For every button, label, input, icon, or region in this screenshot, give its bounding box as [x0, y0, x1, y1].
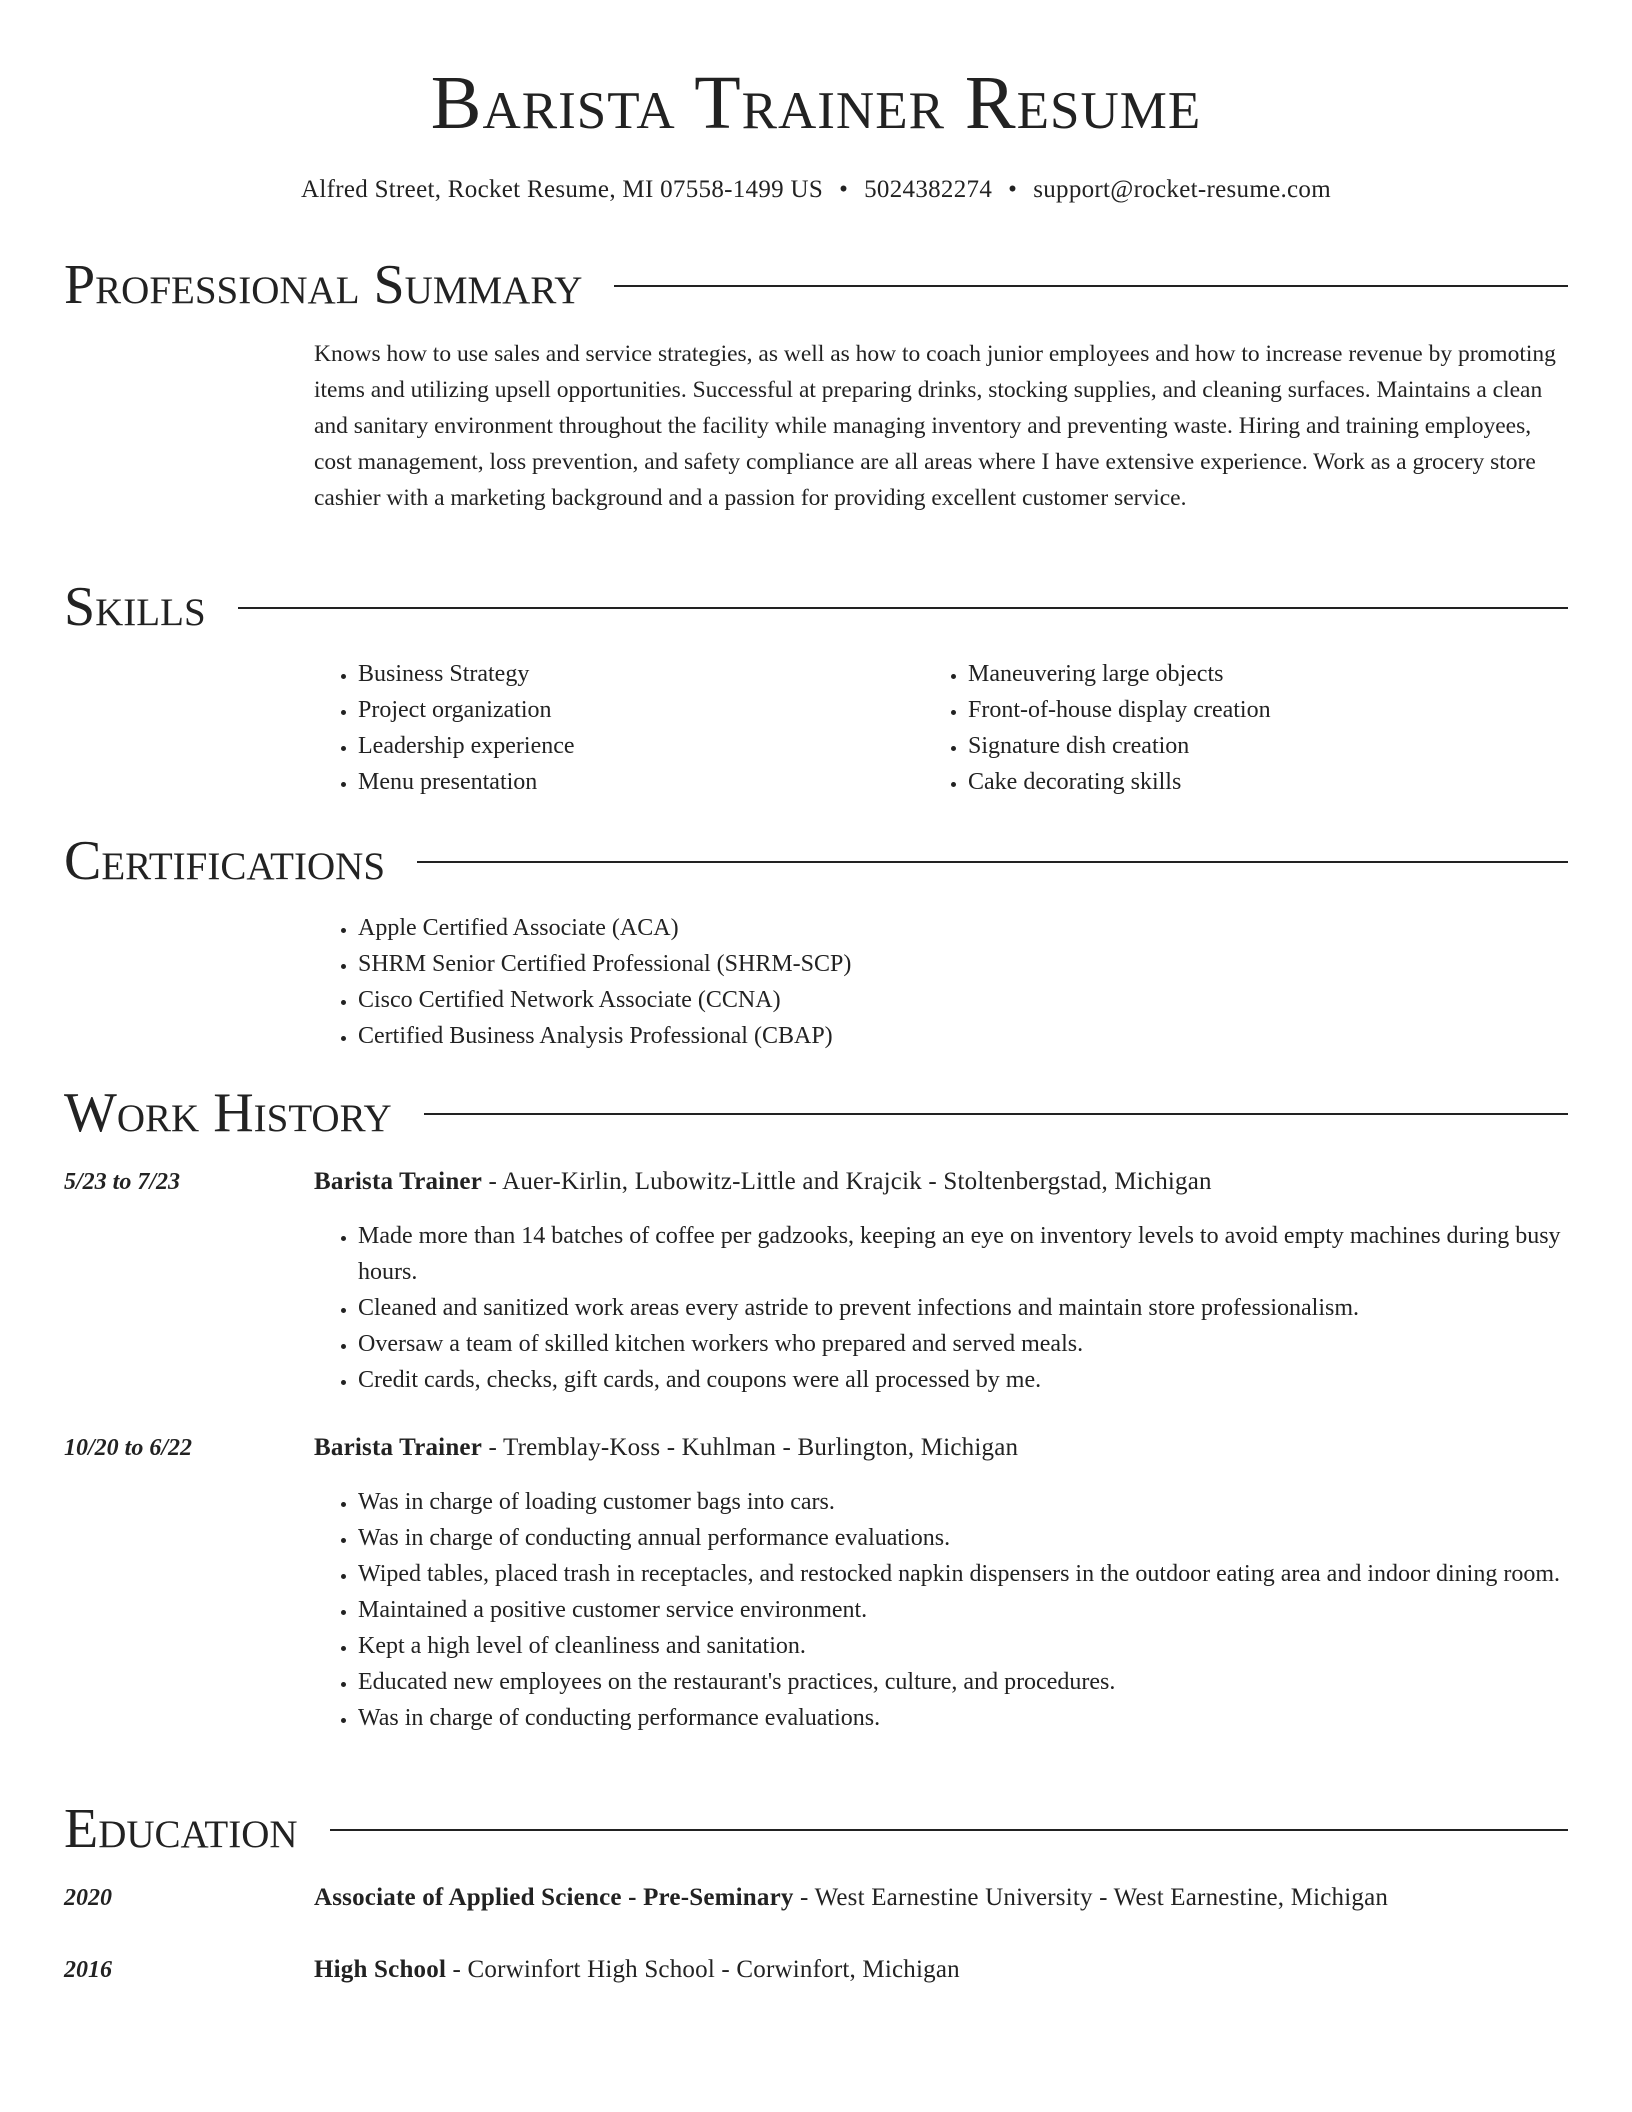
education-school: - West Earnestine University - West Earnestine, Michigan — [793, 1884, 1389, 1911]
duties-list — [314, 1484, 1574, 1736]
job-title: Barista Trainer — [314, 1434, 483, 1461]
certifications-block — [314, 910, 1314, 1054]
job-employer: - Auer-Kirlin, Lubowitz-Little and Krajcik - Stoltenbergstad, Michigan — [482, 1168, 1212, 1195]
job-heading — [314, 1430, 1018, 1466]
skills-column-left — [314, 656, 874, 800]
education-year: 2020 — [64, 1885, 112, 1911]
skills-list — [924, 656, 1484, 800]
job-duties — [314, 1484, 1574, 1736]
list-item: • Kept a high level of cleanliness and sanitation. — [358, 1628, 1574, 1664]
section-title: Skills — [64, 576, 206, 638]
education-degree: Associate of Applied Science - Pre-Seminary — [314, 1884, 794, 1911]
education-year: 2016 — [64, 1957, 112, 1983]
section-header-skills — [64, 572, 1568, 642]
skills-column-right — [924, 656, 1484, 800]
section-header-certifications — [64, 826, 1568, 896]
section-divider — [417, 861, 1568, 863]
job-duties — [314, 1218, 1574, 1398]
section-divider — [424, 1113, 1568, 1115]
summary-text: Knows how to use sales and service strategies, as well as how to coach junior employees and how to increase revenue by promoting items and utilizing upsell opportunities. Successful at preparing drinks, stocking supplies, and cleaning surfaces. Maintains a clean and sanitary environment throughout the facility while managing inventory and preventing waste. Hiring and training employees, cost management, loss prevention, and safety compliance are all areas where I have extensive experience. Work as a grocery store cashier with a marketing background and a passion for providing excellent customer service. — [314, 341, 1556, 511]
list-item: • Certified Business Analysis Professional (CBAP) — [358, 1018, 1314, 1054]
job-title: Barista Trainer — [314, 1168, 483, 1195]
skills-list — [314, 656, 874, 800]
education-entry — [314, 1880, 1388, 1916]
list-item: • Was in charge of loading customer bags into cars. — [358, 1484, 1574, 1520]
list-item: • Made more than 14 batches of coffee per gadzooks, keeping an eye on inventory levels to avoid empty machines during busy hours. — [358, 1218, 1574, 1290]
list-item: • SHRM Senior Certified Professional (SHRM-SCP) — [358, 946, 1314, 982]
section-title: Education — [64, 1798, 298, 1860]
list-item: • Menu presentation — [358, 764, 874, 800]
job-heading — [314, 1164, 1212, 1200]
list-item: • Apple Certified Associate (ACA) — [358, 910, 1314, 946]
list-item: • Credit cards, checks, gift cards, and coupons were all processed by me. — [358, 1362, 1574, 1398]
list-item: • Was in charge of conducting annual performance evaluations. — [358, 1520, 1574, 1556]
section-divider — [614, 285, 1568, 287]
list-item: • Leadership experience — [358, 728, 874, 764]
section-header-work-history — [64, 1078, 1568, 1148]
education-degree: High School — [314, 1956, 447, 1983]
job-dates: 10/20 to 6/22 — [64, 1435, 193, 1461]
list-item: • Wiped tables, placed trash in receptacles, and restocked napkin dispensers in the outdoor eating area and indoor dining room. — [358, 1556, 1574, 1592]
education-school: - Corwinfort High School - Corwinfort, Michigan — [446, 1956, 960, 1983]
list-item: • Cisco Certified Network Associate (CCNA) — [358, 982, 1314, 1018]
contact-phone: 5024382274 — [864, 176, 993, 203]
education-entry — [314, 1952, 960, 1988]
list-item: • Project organization — [358, 692, 874, 728]
contact-address: Alfred Street, Rocket Resume, MI 07558-1499 US — [301, 176, 824, 203]
section-title: Certifications — [64, 830, 386, 892]
list-item: • Signature dish creation — [968, 728, 1484, 764]
contact-line — [0, 172, 1632, 208]
list-item: • Was in charge of conducting performance evaluations. — [358, 1700, 1574, 1736]
list-item: • Oversaw a team of skilled kitchen workers who prepared and served meals. — [358, 1326, 1574, 1362]
list-item: • Cake decorating skills — [968, 764, 1484, 800]
list-item: • Front-of-house display creation — [968, 692, 1484, 728]
contact-separator: • — [1008, 176, 1018, 203]
list-item: • Maintained a positive customer service environment. — [358, 1592, 1574, 1628]
section-title: Professional Summary — [64, 254, 583, 316]
list-item: • Business Strategy — [358, 656, 874, 692]
section-header-education — [64, 1794, 1568, 1864]
section-divider — [330, 1829, 1568, 1831]
list-item: • Maneuvering large objects — [968, 656, 1484, 692]
section-header-summary — [64, 250, 1568, 320]
resume-title: Barista Trainer Resume — [430, 61, 1202, 145]
list-item: • Educated new employees on the restaurant's practices, culture, and procedures. — [358, 1664, 1574, 1700]
job-employer: - Tremblay-Koss - Kuhlman - Burlington, Michigan — [482, 1434, 1019, 1461]
certifications-list — [314, 910, 1314, 1054]
job-dates: 5/23 to 7/23 — [64, 1169, 181, 1195]
contact-separator: • — [839, 176, 849, 203]
section-title: Work History — [64, 1082, 392, 1144]
duties-list — [314, 1218, 1574, 1398]
section-divider — [238, 607, 1568, 609]
contact-email: support@rocket-resume.com — [1033, 176, 1331, 203]
list-item: • Cleaned and sanitized work areas every astride to prevent infections and maintain store professionalism. — [358, 1290, 1574, 1326]
